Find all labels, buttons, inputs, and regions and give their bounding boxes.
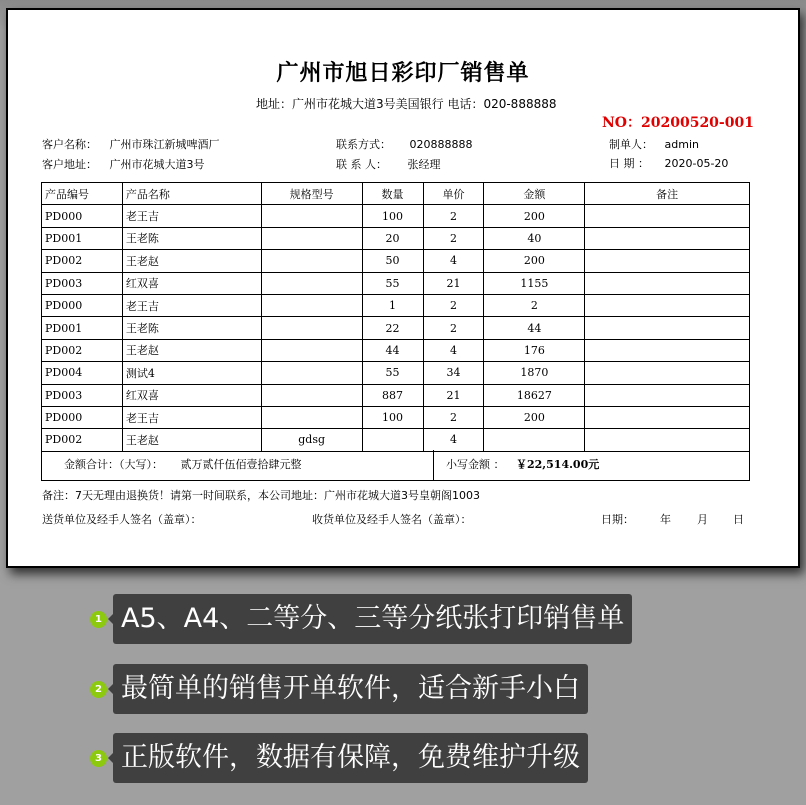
table-row (42, 384, 750, 406)
cell-remarks (585, 227, 750, 249)
cell-remarks (585, 250, 750, 272)
number-badge-icon: 1 (90, 611, 107, 628)
cell-amount: 176 (484, 339, 585, 361)
total-lowercase (434, 450, 749, 480)
cell-unit-price: 34 (423, 362, 484, 384)
total-uppercase-label: 金额合计：（大写）： (64, 458, 163, 471)
cell-spec (261, 227, 362, 249)
cell-product-code: PD000 (42, 406, 123, 428)
feature-1 (90, 594, 632, 644)
creator-label: 制单人： (609, 138, 653, 151)
cell-unit-price: 2 (423, 406, 484, 428)
cell-product-code: PD001 (42, 317, 123, 339)
table-row (42, 250, 750, 272)
total-lowercase-value: ￥22,514.00元 (516, 458, 600, 471)
contact-method-row (336, 136, 473, 152)
document-number: NO：20200520-001 (602, 115, 754, 131)
total-uppercase (42, 450, 434, 480)
cell-unit-price: 2 (423, 317, 484, 339)
cell-product-name: 王老赵 (122, 339, 261, 361)
cell-spec (261, 294, 362, 316)
header-quantity: 数量 (362, 183, 423, 205)
table-row (42, 294, 750, 316)
creator-row (609, 136, 699, 152)
cell-product-name: 王老陈 (122, 227, 261, 249)
customer-name-row (42, 136, 220, 152)
feature-text: 最简单的销售开单软件，适合新手小白 (113, 664, 588, 714)
cell-remarks (585, 205, 750, 227)
table-row (42, 429, 750, 451)
table-row (42, 227, 750, 249)
cell-amount (484, 429, 585, 451)
total-lowercase-label: 小写金额 ： (446, 458, 505, 471)
header-spec: 规格型号 (261, 183, 362, 205)
cell-unit-price: 2 (423, 227, 484, 249)
customer-address-label: 客户地址： (42, 158, 97, 171)
cell-quantity: 20 (362, 227, 423, 249)
cell-spec (261, 362, 362, 384)
table-row (42, 339, 750, 361)
header-product-code: 产品编号 (42, 183, 123, 205)
cell-remarks (585, 384, 750, 406)
date-label: 日 期 ： (609, 157, 649, 170)
number-badge-icon: 2 (90, 681, 107, 698)
cell-amount: 200 (484, 406, 585, 428)
cell-quantity: 22 (362, 317, 423, 339)
cell-unit-price: 4 (423, 429, 484, 451)
sign-year: 年 (660, 513, 671, 526)
cell-product-name: 王老赵 (122, 429, 261, 451)
cell-unit-price: 21 (423, 384, 484, 406)
cell-remarks (585, 339, 750, 361)
cell-product-name: 老王吉 (122, 294, 261, 316)
table-row (42, 205, 750, 227)
cell-spec (261, 384, 362, 406)
table-header-row (42, 183, 750, 205)
customer-address-value: 广州市花城大道3号 (109, 158, 205, 171)
cell-spec (261, 272, 362, 294)
cell-unit-price: 2 (423, 205, 484, 227)
cell-spec (261, 339, 362, 361)
cell-product-code: PD001 (42, 227, 123, 249)
cell-unit-price: 2 (423, 294, 484, 316)
contact-person-label: 联 系 人： (336, 158, 387, 171)
cell-product-code: PD002 (42, 429, 123, 451)
total-uppercase-value: 贰万贰仟伍佰壹拾肆元整 (180, 458, 302, 471)
feature-text: A5、A4、二等分、三等分纸张打印销售单 (113, 594, 632, 644)
cell-amount: 1155 (484, 272, 585, 294)
cell-unit-price: 21 (423, 272, 484, 294)
table-row (42, 406, 750, 428)
customer-name-value: 广州市珠江新城啤酒厂 (109, 138, 220, 151)
cell-amount: 1870 (484, 362, 585, 384)
cell-product-code: PD003 (42, 272, 123, 294)
cell-amount: 200 (484, 205, 585, 227)
creator-value: admin (664, 138, 699, 151)
cell-product-code: PD000 (42, 294, 123, 316)
cell-amount: 200 (484, 250, 585, 272)
cell-quantity: 50 (362, 250, 423, 272)
cell-spec (261, 317, 362, 339)
contact-person-value: 张经理 (407, 158, 441, 171)
cell-remarks (585, 362, 750, 384)
footer-note: 备注：7天无理由退换货！请第一时间联系，本公司地址：广州市花城大道3号皇朝阁1003 (42, 489, 480, 502)
header-product-name: 产品名称 (122, 183, 261, 205)
document-title: 广州市旭日彩印厂销售单 (276, 60, 530, 86)
cell-unit-price: 4 (423, 250, 484, 272)
items-table (41, 182, 750, 452)
cell-product-name: 王老赵 (122, 250, 261, 272)
receiver-signature: 收货单位及经手人签名（盖章）： (312, 513, 472, 526)
sign-date-label: 日期： (601, 513, 634, 526)
number-badge-icon: 3 (90, 750, 107, 767)
cell-quantity: 887 (362, 384, 423, 406)
header-remarks: 备注 (585, 183, 750, 205)
cell-product-name: 红双喜 (122, 384, 261, 406)
cell-quantity: 44 (362, 339, 423, 361)
cell-spec: gdsg (261, 429, 362, 451)
date-value: 2020-05-20 (664, 157, 729, 170)
cell-spec (261, 205, 362, 227)
cell-remarks (585, 294, 750, 316)
customer-address-row (42, 156, 205, 172)
company-address-line: 地址：广州市花城大道3号美国银行 电话：020-888888 (256, 97, 557, 111)
cell-amount: 2 (484, 294, 585, 316)
cell-remarks (585, 429, 750, 451)
contact-person-row (336, 156, 441, 172)
cell-amount: 18627 (484, 384, 585, 406)
sign-day: 日 (733, 513, 744, 526)
contact-method-label: 联系方式： (336, 138, 391, 151)
cell-product-code: PD002 (42, 250, 123, 272)
sender-signature: 送货单位及经手人签名（盖章）： (42, 513, 202, 526)
cell-quantity: 1 (362, 294, 423, 316)
cell-quantity: 55 (362, 272, 423, 294)
header-unit-price: 单价 (423, 183, 484, 205)
cell-product-name: 测试4 (122, 362, 261, 384)
header-amount: 金额 (484, 183, 585, 205)
cell-amount: 40 (484, 227, 585, 249)
cell-amount: 44 (484, 317, 585, 339)
sign-month: 月 (697, 513, 708, 526)
feature-3 (90, 733, 588, 783)
cell-remarks (585, 317, 750, 339)
cell-product-code: PD004 (42, 362, 123, 384)
cell-quantity (362, 429, 423, 451)
cell-product-code: PD000 (42, 205, 123, 227)
cell-product-code: PD003 (42, 384, 123, 406)
cell-unit-price: 4 (423, 339, 484, 361)
cell-product-name: 老王吉 (122, 205, 261, 227)
cell-product-name: 老王吉 (122, 406, 261, 428)
customer-name-label: 客户名称： (42, 138, 97, 151)
date-row (609, 155, 728, 171)
table-row (42, 272, 750, 294)
table-row (42, 317, 750, 339)
cell-quantity: 100 (362, 406, 423, 428)
cell-product-name: 红双喜 (122, 272, 261, 294)
cell-spec (261, 406, 362, 428)
cell-quantity: 100 (362, 205, 423, 227)
cell-spec (261, 250, 362, 272)
contact-method-value: 020888888 (409, 138, 473, 151)
table-row (42, 362, 750, 384)
feature-text: 正版软件，数据有保障，免费维护升级 (113, 733, 588, 783)
cell-remarks (585, 406, 750, 428)
totals-row (41, 450, 750, 481)
feature-2 (90, 664, 588, 714)
cell-product-code: PD002 (42, 339, 123, 361)
cell-quantity: 55 (362, 362, 423, 384)
cell-remarks (585, 272, 750, 294)
cell-product-name: 王老陈 (122, 317, 261, 339)
